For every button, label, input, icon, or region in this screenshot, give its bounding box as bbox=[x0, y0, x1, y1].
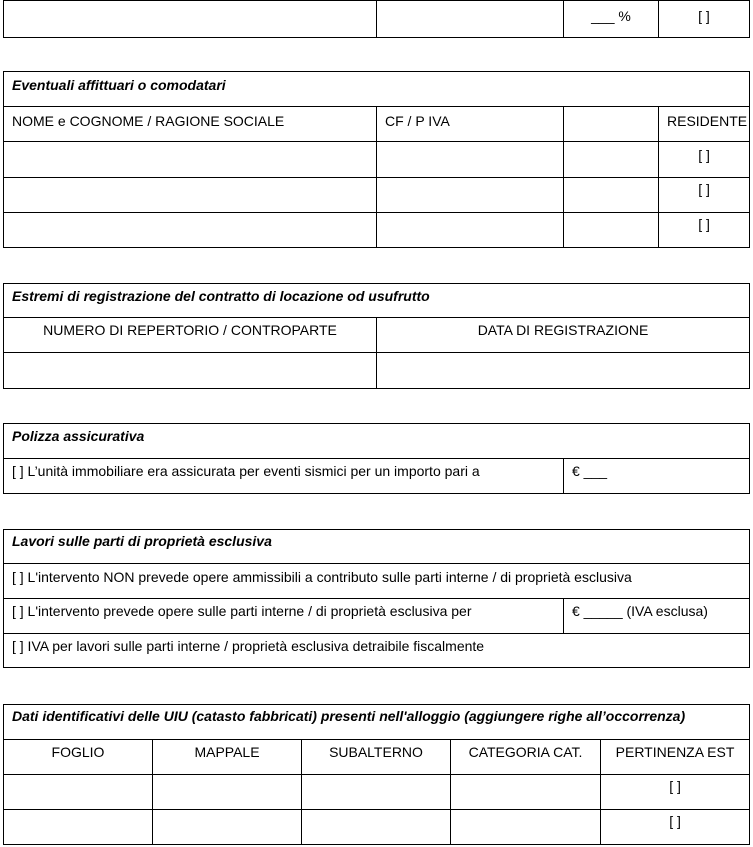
cf-cell[interactable] bbox=[377, 178, 564, 213]
categoria-cell[interactable] bbox=[451, 810, 601, 845]
lavori-amount-field[interactable]: € _____ (IVA esclusa) bbox=[564, 599, 750, 634]
header-residente: RESIDENTE bbox=[659, 107, 750, 142]
header-mappale: MAPPALE bbox=[153, 740, 302, 775]
residente-checkbox[interactable]: [ ] bbox=[659, 178, 750, 213]
lavori-title: Lavori sulle parti di proprietà esclusiva bbox=[4, 530, 750, 564]
extra-cell[interactable] bbox=[564, 178, 659, 213]
top-checkbox[interactable]: [ ] bbox=[659, 1, 750, 38]
header-categoria: CATEGORIA CAT. bbox=[451, 740, 601, 775]
contratto-table bbox=[3, 283, 750, 389]
percent-field[interactable]: ___ % bbox=[564, 1, 659, 38]
mappale-cell[interactable] bbox=[153, 775, 302, 810]
affittuari-title: Eventuali affittuari o comodatari bbox=[4, 72, 750, 107]
residente-checkbox[interactable]: [ ] bbox=[659, 142, 750, 178]
uiu-title: Dati identificativi delle UIU (catasto fabbricati) presenti nell'alloggio (aggiungere righe all’occorrenza) bbox=[4, 705, 750, 740]
repertorio-cell[interactable] bbox=[4, 353, 377, 389]
residente-checkbox[interactable]: [ ] bbox=[659, 213, 750, 248]
polizza-amount-field[interactable]: € ___ bbox=[564, 459, 750, 494]
table-row bbox=[4, 775, 750, 810]
header-cf: CF / P IVA bbox=[377, 107, 564, 142]
subalterno-cell[interactable] bbox=[302, 775, 451, 810]
lavori-line-non-prevede[interactable]: [ ] L'intervento NON prevede opere ammissibili a contributo sulle parti interne / di proprietà esclusiva bbox=[4, 564, 750, 599]
foglio-cell[interactable] bbox=[4, 810, 153, 845]
cf-cell[interactable] bbox=[377, 213, 564, 248]
nome-cell[interactable] bbox=[4, 213, 377, 248]
mappale-cell[interactable] bbox=[153, 810, 302, 845]
extra-cell[interactable] bbox=[564, 142, 659, 178]
table-row bbox=[4, 213, 750, 248]
table-row bbox=[4, 810, 750, 845]
extra-cell[interactable] bbox=[564, 213, 659, 248]
contratto-title: Estremi di registrazione del contratto di locazione od usufrutto bbox=[4, 284, 750, 318]
table-row bbox=[4, 142, 750, 178]
subalterno-cell[interactable] bbox=[302, 810, 451, 845]
top-cell-1 bbox=[4, 1, 377, 38]
top-cell-2 bbox=[377, 1, 564, 38]
polizza-checkbox-text[interactable]: [ ] L’unità immobiliare era assicurata per eventi sismici per un importo pari a bbox=[4, 459, 564, 494]
header-foglio: FOGLIO bbox=[4, 740, 153, 775]
uiu-table bbox=[3, 704, 750, 845]
header-empty bbox=[564, 107, 659, 142]
table-row bbox=[4, 353, 750, 389]
header-pertinenza: PERTINENZA EST bbox=[601, 740, 750, 775]
pertinenza-checkbox[interactable]: [ ] bbox=[601, 810, 750, 845]
top-row-table bbox=[3, 0, 750, 38]
foglio-cell[interactable] bbox=[4, 775, 153, 810]
header-repertorio: NUMERO DI REPERTORIO / CONTROPARTE bbox=[4, 318, 377, 353]
header-nome: NOME e COGNOME / RAGIONE SOCIALE bbox=[4, 107, 377, 142]
polizza-table bbox=[3, 423, 750, 494]
polizza-title: Polizza assicurativa bbox=[4, 424, 750, 459]
categoria-cell[interactable] bbox=[451, 775, 601, 810]
data-registrazione-cell[interactable] bbox=[377, 353, 750, 389]
pertinenza-checkbox[interactable]: [ ] bbox=[601, 775, 750, 810]
cf-cell[interactable] bbox=[377, 142, 564, 178]
header-data-registrazione: DATA DI REGISTRAZIONE bbox=[377, 318, 750, 353]
lavori-line-prevede[interactable]: [ ] L'intervento prevede opere sulle parti interne / di proprietà esclusiva per bbox=[4, 599, 564, 634]
nome-cell[interactable] bbox=[4, 142, 377, 178]
header-subalterno: SUBALTERNO bbox=[302, 740, 451, 775]
nome-cell[interactable] bbox=[4, 178, 377, 213]
lavori-table bbox=[3, 529, 750, 668]
table-row bbox=[4, 178, 750, 213]
affittuari-table bbox=[3, 71, 750, 248]
lavori-line-iva[interactable]: [ ] IVA per lavori sulle parti interne / proprietà esclusiva detraibile fiscalmente bbox=[4, 634, 750, 668]
